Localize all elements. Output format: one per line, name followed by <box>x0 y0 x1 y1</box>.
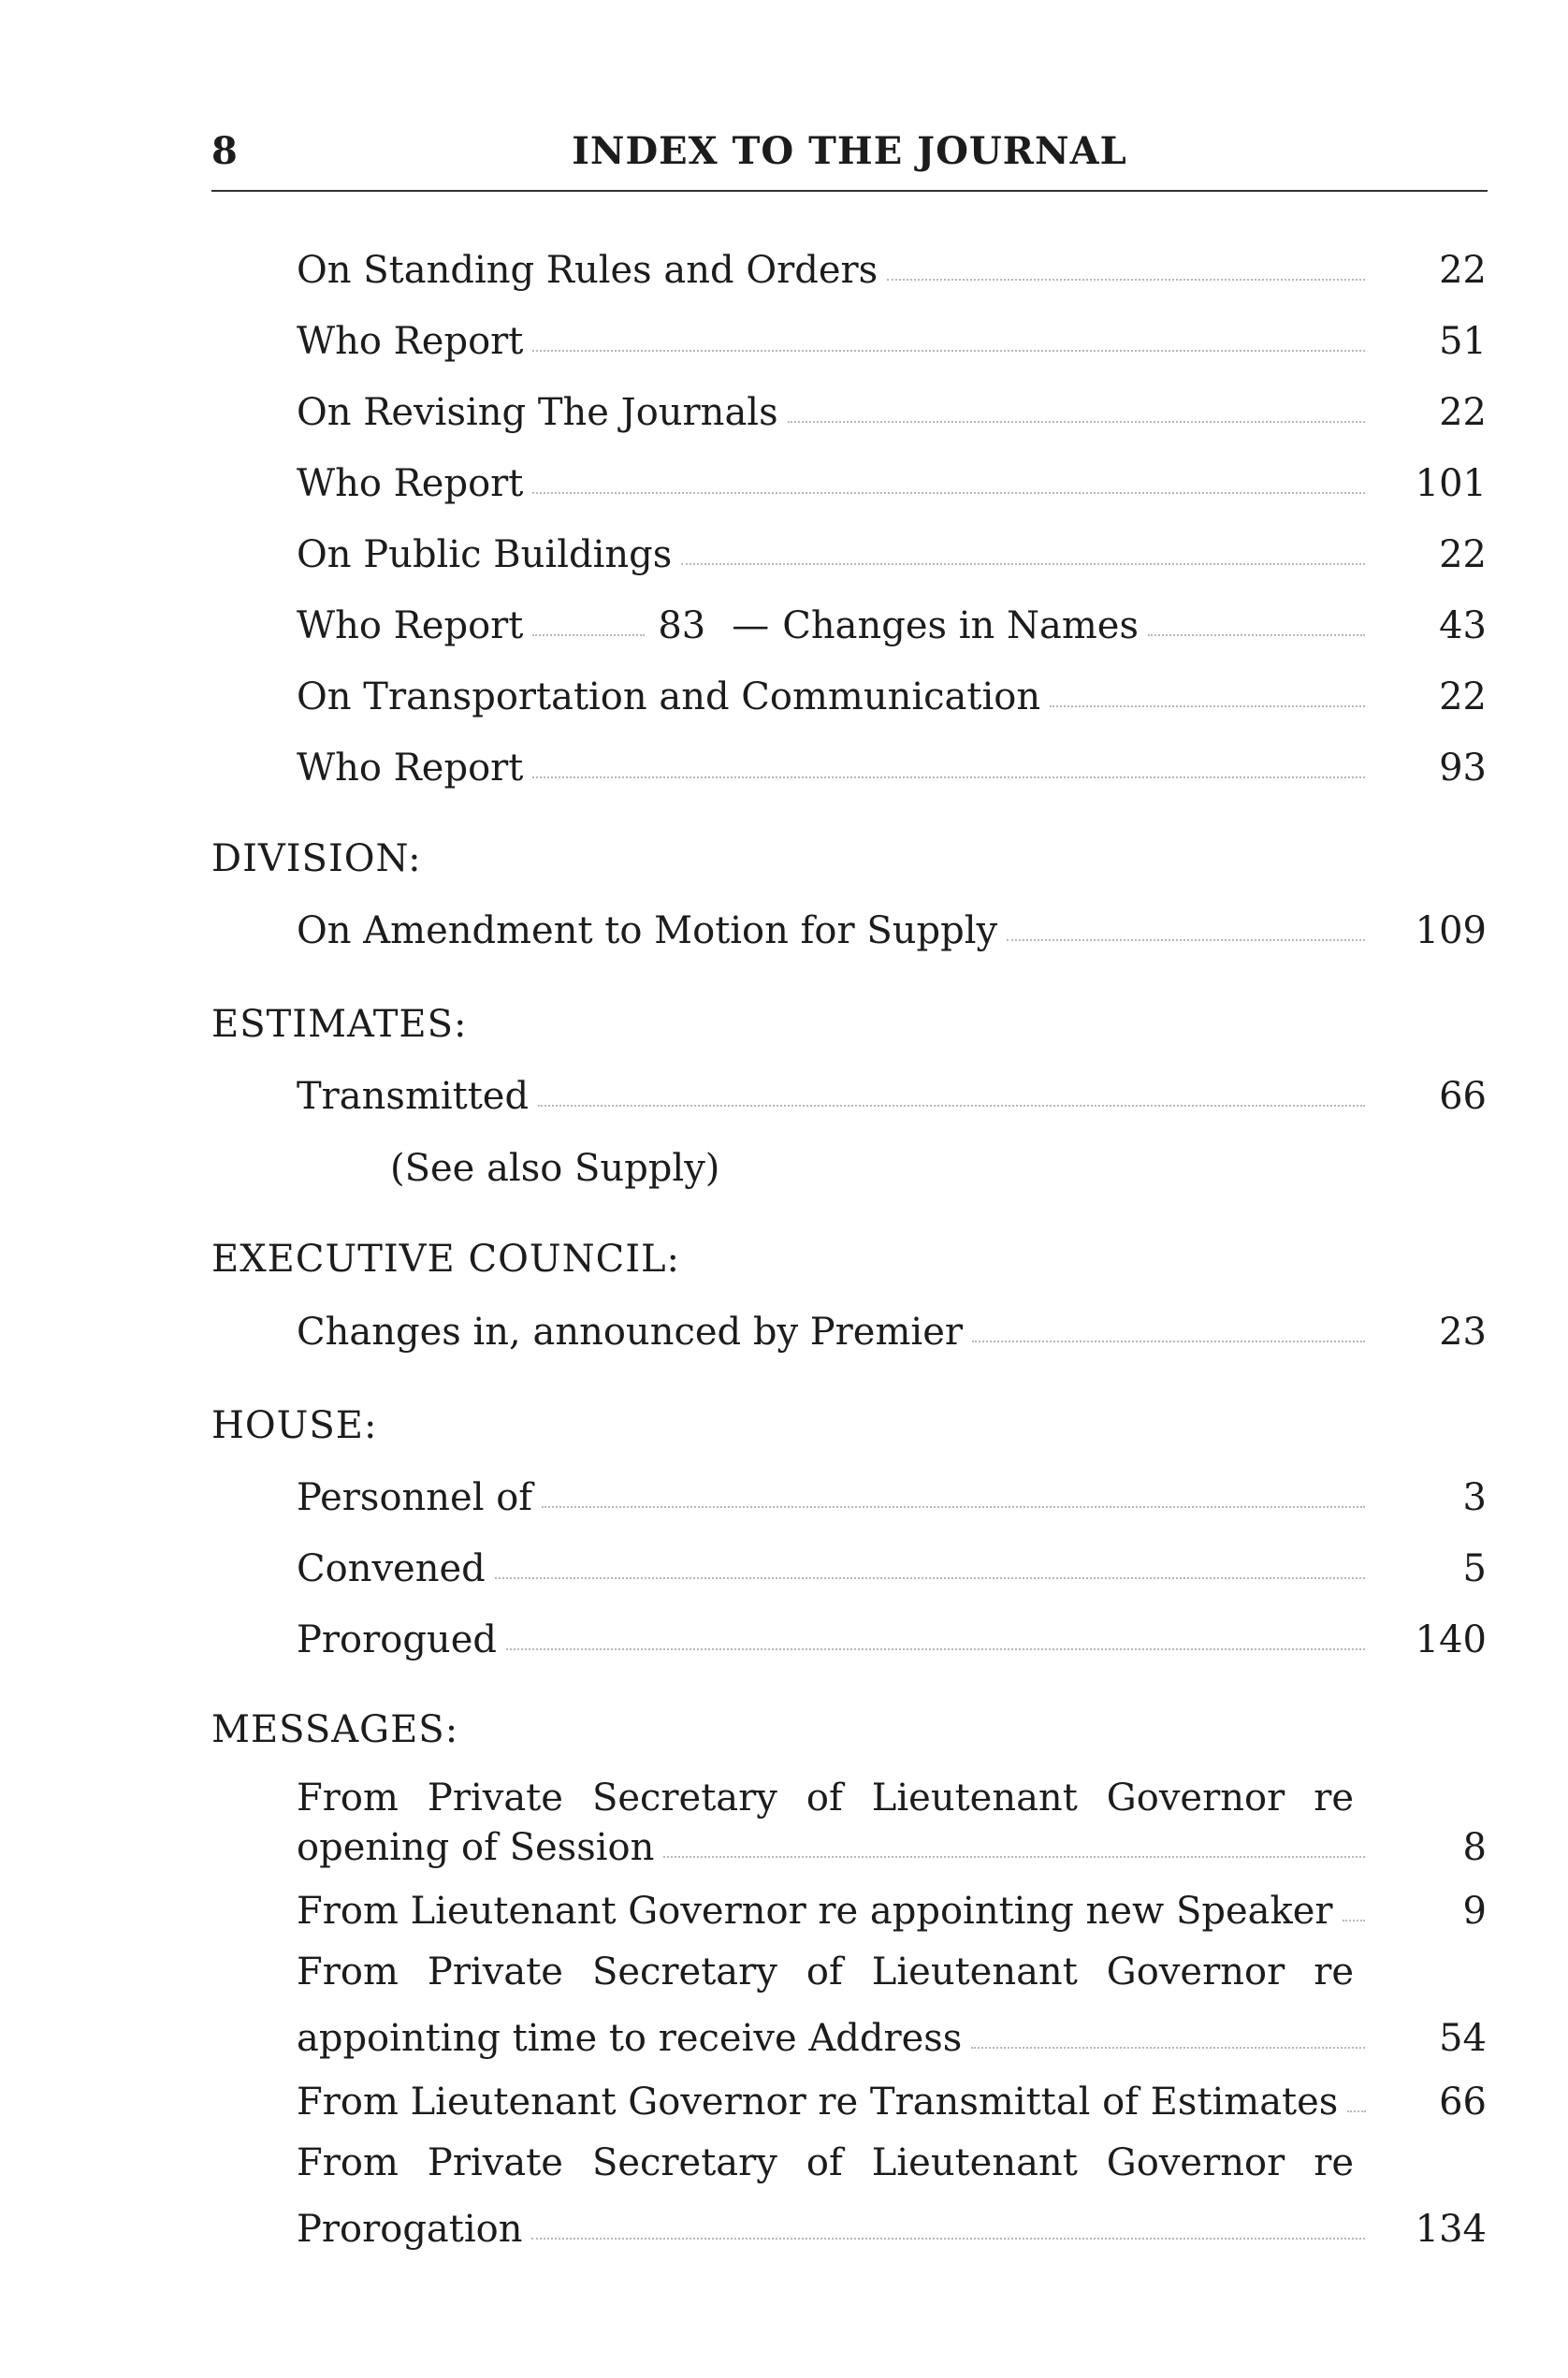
leader-dots <box>532 492 1365 494</box>
index-entry <box>297 2075 1487 2124</box>
leader-dots <box>532 350 1365 352</box>
entry-dash: — <box>732 604 770 647</box>
entry-text: From Lieutenant Governor re appointing new Speaker <box>297 1890 1333 1933</box>
entry-text: On Amendment to Motion for Supply <box>297 909 998 952</box>
leader-dots <box>506 1648 1365 1650</box>
index-entry <box>297 1069 1487 1118</box>
entry-text-secondary: Changes in Names <box>782 604 1139 647</box>
index-entry <box>297 904 1487 952</box>
entry-page: 22 <box>1439 675 1487 718</box>
index-entry <box>297 741 1487 790</box>
leader-dots <box>532 634 645 636</box>
message-text-line: From Private Secretary of Lieutenant Governor re <box>297 1950 1354 1994</box>
entry-text: Who Report <box>297 462 524 505</box>
message-text-line: From Private Secretary of Lieutenant Governor re <box>297 1776 1354 1820</box>
index-entry <box>297 670 1487 718</box>
leader-dots <box>971 2047 1365 2049</box>
entry-text: Transmitted <box>297 1075 530 1118</box>
index-entry <box>297 2202 1487 2251</box>
leader-dots <box>1050 705 1365 707</box>
entry-page: 43 <box>1439 604 1487 647</box>
entry-page: 66 <box>1439 2081 1487 2124</box>
leader-dots <box>788 421 1365 423</box>
entry-text: opening of Session <box>297 1826 655 1869</box>
index-entry <box>297 1471 1487 1519</box>
entry-page: 66 <box>1439 1075 1487 1118</box>
leader-dots <box>532 776 1365 778</box>
entry-text: From Lieutenant Governor re Transmittal of Estimates <box>297 2081 1339 2124</box>
leader-dots <box>972 1341 1365 1342</box>
entry-page: 9 <box>1462 1890 1487 1933</box>
entry-page: 8 <box>1462 1826 1487 1869</box>
header-rule <box>211 190 1488 192</box>
leader-dots <box>542 1506 1365 1508</box>
entry-text: Prorogation <box>297 2208 523 2251</box>
entry-text: appointing time to receive Address <box>297 2017 963 2060</box>
entry-page: 23 <box>1439 1311 1487 1354</box>
entry-text: On Standing Rules and Orders <box>297 249 878 292</box>
index-entry <box>297 1884 1487 1933</box>
entry-page: 3 <box>1462 1476 1487 1519</box>
page-header <box>211 129 1488 185</box>
leader-dots <box>1148 634 1365 636</box>
entry-text: Who Report <box>297 320 524 363</box>
cross-reference-note: (See also Supply) <box>390 1147 720 1190</box>
leader-dots <box>1347 2110 1366 2112</box>
section-heading-executive-council: EXECUTIVE COUNCIL: <box>211 1238 681 1281</box>
entry-text: On Transportation and Communication <box>297 675 1041 718</box>
message-text-line: From Private Secretary of Lieutenant Governor re <box>297 2141 1354 2184</box>
running-title: INDEX TO THE JOURNAL <box>572 129 1127 173</box>
section-heading-messages: MESSAGES: <box>211 1708 459 1751</box>
leader-dots <box>1343 1920 1366 1921</box>
index-entry <box>297 1820 1487 1869</box>
entry-page: 22 <box>1439 391 1487 434</box>
section-heading-estimates: ESTIMATES: <box>211 1003 468 1046</box>
index-entry <box>297 1542 1487 1590</box>
entry-text: Prorogued <box>297 1618 497 1661</box>
entry-page: 51 <box>1439 320 1487 363</box>
leader-dots <box>663 1856 1365 1858</box>
entry-text: Convened <box>297 1547 486 1590</box>
entry-text: Changes in, announced by Premier <box>297 1311 963 1354</box>
entry-page: 140 <box>1415 1618 1487 1661</box>
page-number: 8 <box>211 129 238 173</box>
index-entry <box>297 2011 1487 2060</box>
leader-dots <box>681 563 1365 565</box>
index-entry <box>297 528 1487 576</box>
entry-page: 134 <box>1415 2208 1487 2251</box>
leader-dots <box>538 1105 1365 1107</box>
leader-dots <box>1007 939 1365 941</box>
leader-dots <box>531 2238 1365 2240</box>
entry-text: On Public Buildings <box>297 533 673 576</box>
entry-page: 93 <box>1439 747 1487 790</box>
index-entry <box>297 243 1487 292</box>
entry-text: Who Report <box>297 747 524 790</box>
index-entry <box>297 599 1487 647</box>
entry-page: 5 <box>1462 1547 1487 1590</box>
index-entry <box>297 1305 1487 1354</box>
entry-page: 109 <box>1415 909 1487 952</box>
entry-page: 22 <box>1439 533 1487 576</box>
leader-dots <box>887 279 1365 281</box>
section-heading-house: HOUSE: <box>211 1404 378 1447</box>
entry-page: 22 <box>1439 249 1487 292</box>
entry-page-mid: 83 <box>658 604 706 647</box>
index-entry <box>297 314 1487 363</box>
entry-text: Who Report <box>297 604 524 647</box>
section-heading-division: DIVISION: <box>211 837 422 880</box>
entry-page: 101 <box>1415 462 1487 505</box>
entry-text: Personnel of <box>297 1476 533 1519</box>
leader-dots <box>495 1577 1365 1579</box>
entry-page: 54 <box>1439 2017 1487 2060</box>
index-entry <box>297 1613 1487 1661</box>
index-entry <box>297 457 1487 505</box>
entry-text: On Revising The Journals <box>297 391 778 434</box>
index-entry <box>297 385 1487 434</box>
